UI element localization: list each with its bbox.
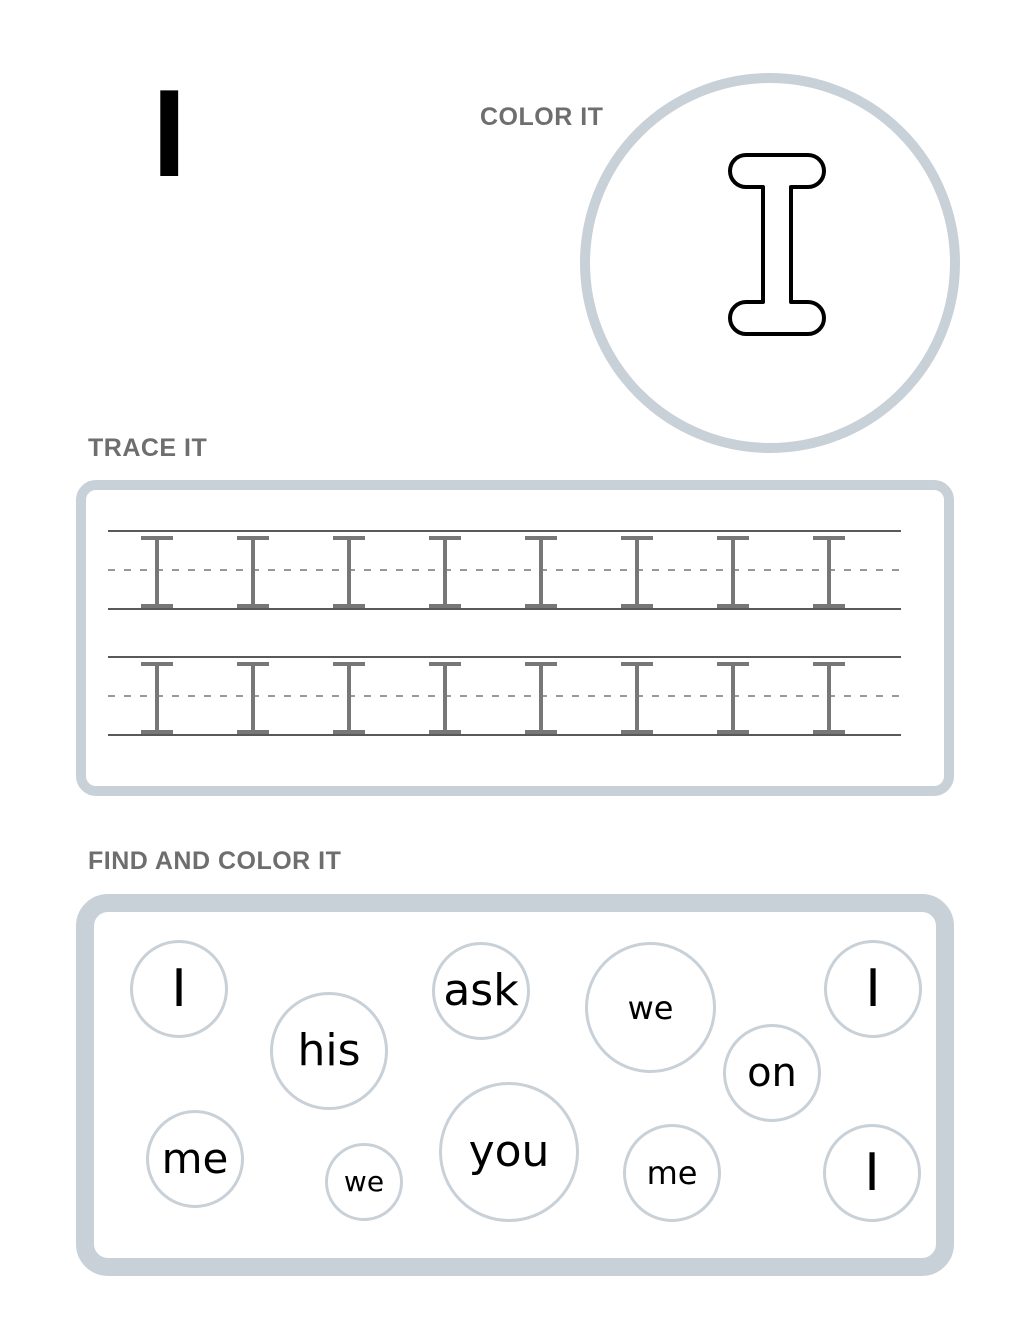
- word-bubble[interactable]: [325, 1143, 403, 1221]
- color-it-circle: [580, 73, 960, 453]
- word-bubble[interactable]: [432, 942, 530, 1040]
- word-bubble[interactable]: [146, 1110, 244, 1208]
- trace-it-label: TRACE IT: [88, 434, 208, 462]
- trace-letter-i[interactable]: [237, 538, 269, 606]
- trace-letter-i[interactable]: [141, 538, 173, 606]
- trace-letter-i[interactable]: [525, 538, 557, 606]
- word-text: I: [864, 1143, 880, 1203]
- trace-letter-i[interactable]: [717, 538, 749, 606]
- trace-it-box: [76, 480, 954, 796]
- find-and-color-it-label: FIND AND COLOR IT: [88, 847, 342, 875]
- word-bubble[interactable]: [439, 1082, 579, 1222]
- trace-letter-i[interactable]: [813, 538, 845, 606]
- word-text: on: [747, 1050, 797, 1096]
- trace-lines: [86, 490, 944, 786]
- word-text: you: [468, 1126, 550, 1177]
- word-text: we: [343, 1165, 385, 1198]
- trace-letter-i[interactable]: [525, 664, 557, 732]
- word-text: I: [865, 959, 881, 1019]
- word-bubble[interactable]: [824, 940, 922, 1038]
- trace-letter-i[interactable]: [237, 664, 269, 732]
- trace-letter-i[interactable]: [621, 664, 653, 732]
- word-bubble[interactable]: [623, 1124, 721, 1222]
- trace-letter-i[interactable]: [429, 664, 461, 732]
- featured-letter: I: [152, 65, 187, 203]
- word-text: I: [171, 959, 187, 1019]
- outline-letter-i: [590, 83, 950, 443]
- trace-letter-i[interactable]: [333, 664, 365, 732]
- word-text: me: [161, 1134, 229, 1183]
- find-and-color-it-box: [76, 894, 954, 1276]
- word-text: we: [627, 988, 674, 1027]
- trace-letter-i[interactable]: [717, 664, 749, 732]
- color-it-label: COLOR IT: [480, 103, 604, 131]
- word-text: me: [646, 1154, 698, 1192]
- trace-letter-i[interactable]: [621, 538, 653, 606]
- word-text: ask: [443, 965, 519, 1016]
- word-bubble[interactable]: [723, 1024, 821, 1122]
- word-bubble[interactable]: [585, 942, 716, 1073]
- trace-letter-i[interactable]: [429, 538, 461, 606]
- word-text: his: [297, 1025, 361, 1076]
- word-bubble[interactable]: [270, 992, 388, 1110]
- word-bubble[interactable]: [130, 940, 228, 1038]
- trace-letter-i[interactable]: [333, 538, 365, 606]
- trace-letter-i[interactable]: [141, 664, 173, 732]
- word-bubble[interactable]: [823, 1124, 921, 1222]
- trace-letter-i[interactable]: [813, 664, 845, 732]
